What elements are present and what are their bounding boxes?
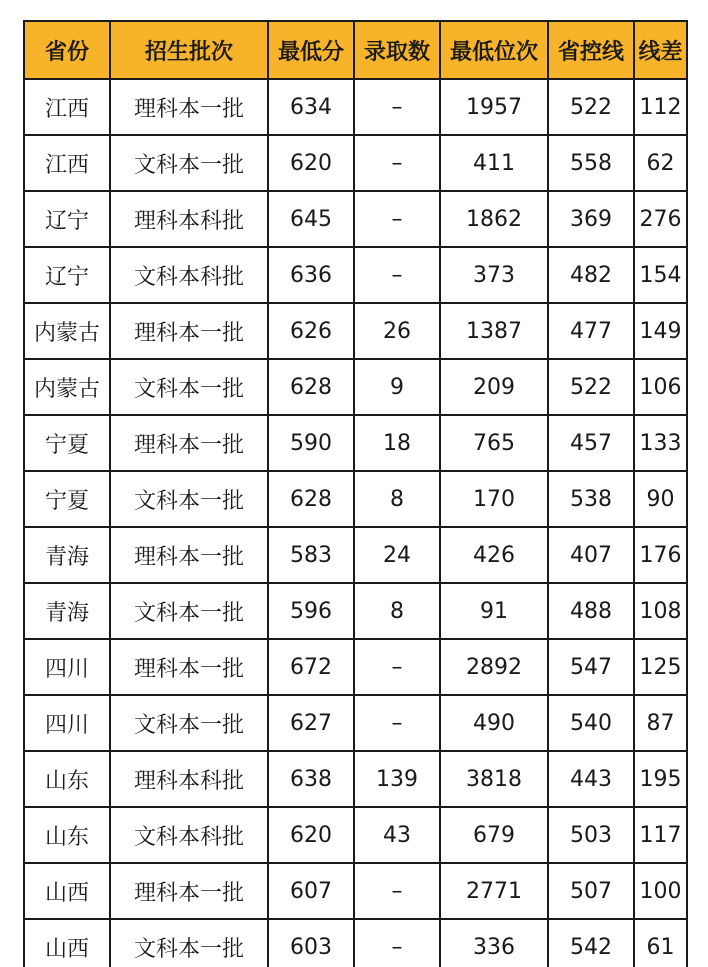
cell-batch: 理科本一批 — [110, 303, 268, 359]
cell-line-diff: 90 — [634, 471, 687, 527]
cell-control-line: 522 — [548, 79, 634, 135]
table-row — [24, 583, 687, 639]
cell-province: 宁夏 — [24, 471, 110, 527]
header-row — [24, 21, 687, 79]
header-line-diff: 线差 — [634, 21, 687, 79]
table-row — [24, 527, 687, 583]
cell-admitted-count: – — [354, 639, 440, 695]
cell-line-diff: 62 — [634, 135, 687, 191]
table-row — [24, 639, 687, 695]
cell-min-rank: 3818 — [440, 751, 548, 807]
cell-province: 内蒙古 — [24, 303, 110, 359]
cell-province: 内蒙古 — [24, 359, 110, 415]
scores-table — [23, 20, 688, 967]
header-admitted-count: 录取数 — [354, 21, 440, 79]
cell-control-line: 488 — [548, 583, 634, 639]
cell-line-diff: 106 — [634, 359, 687, 415]
cell-province: 青海 — [24, 527, 110, 583]
cell-min-score: 620 — [268, 135, 354, 191]
cell-control-line: 507 — [548, 863, 634, 919]
cell-line-diff: 125 — [634, 639, 687, 695]
cell-control-line: 558 — [548, 135, 634, 191]
cell-min-score: 672 — [268, 639, 354, 695]
cell-admitted-count: – — [354, 191, 440, 247]
cell-province: 江西 — [24, 79, 110, 135]
cell-min-rank: 426 — [440, 527, 548, 583]
cell-admitted-count: – — [354, 247, 440, 303]
cell-min-rank: 170 — [440, 471, 548, 527]
cell-line-diff: 100 — [634, 863, 687, 919]
cell-batch: 理科本科批 — [110, 191, 268, 247]
cell-control-line: 540 — [548, 695, 634, 751]
cell-min-rank: 490 — [440, 695, 548, 751]
table-row — [24, 135, 687, 191]
cell-min-rank: 336 — [440, 919, 548, 967]
cell-batch: 文科本科批 — [110, 807, 268, 863]
cell-line-diff: 112 — [634, 79, 687, 135]
cell-min-score: 627 — [268, 695, 354, 751]
cell-control-line: 477 — [548, 303, 634, 359]
cell-admitted-count: 24 — [354, 527, 440, 583]
cell-admitted-count: – — [354, 863, 440, 919]
table-row — [24, 807, 687, 863]
cell-admitted-count: 8 — [354, 471, 440, 527]
cell-min-rank: 411 — [440, 135, 548, 191]
header-min-rank: 最低位次 — [440, 21, 548, 79]
cell-province: 山西 — [24, 863, 110, 919]
cell-min-score: 590 — [268, 415, 354, 471]
cell-min-score: 583 — [268, 527, 354, 583]
cell-province: 辽宁 — [24, 191, 110, 247]
cell-min-score: 638 — [268, 751, 354, 807]
cell-province: 辽宁 — [24, 247, 110, 303]
cell-batch: 理科本一批 — [110, 79, 268, 135]
cell-province: 江西 — [24, 135, 110, 191]
table-row — [24, 863, 687, 919]
cell-min-rank: 209 — [440, 359, 548, 415]
table-row — [24, 415, 687, 471]
cell-control-line: 542 — [548, 919, 634, 967]
cell-min-rank: 373 — [440, 247, 548, 303]
cell-admitted-count: 8 — [354, 583, 440, 639]
header-batch: 招生批次 — [110, 21, 268, 79]
cell-min-score: 626 — [268, 303, 354, 359]
cell-line-diff: 108 — [634, 583, 687, 639]
cell-batch: 文科本一批 — [110, 919, 268, 967]
cell-control-line: 547 — [548, 639, 634, 695]
cell-min-score: 636 — [268, 247, 354, 303]
cell-batch: 理科本一批 — [110, 863, 268, 919]
table-row — [24, 191, 687, 247]
table-body — [24, 79, 687, 967]
admission-scores-table — [23, 20, 686, 967]
header-control-line: 省控线 — [548, 21, 634, 79]
cell-min-score: 628 — [268, 359, 354, 415]
cell-min-rank: 2771 — [440, 863, 548, 919]
cell-batch: 文科本一批 — [110, 471, 268, 527]
cell-admitted-count: 139 — [354, 751, 440, 807]
cell-batch: 理科本一批 — [110, 527, 268, 583]
cell-province: 山西 — [24, 919, 110, 967]
cell-line-diff: 61 — [634, 919, 687, 967]
table-row — [24, 247, 687, 303]
cell-batch: 文科本一批 — [110, 695, 268, 751]
cell-min-rank: 91 — [440, 583, 548, 639]
table-header — [24, 21, 687, 79]
cell-admitted-count: 9 — [354, 359, 440, 415]
cell-batch: 文科本一批 — [110, 135, 268, 191]
cell-batch: 理科本一批 — [110, 639, 268, 695]
cell-min-rank: 1862 — [440, 191, 548, 247]
cell-line-diff: 276 — [634, 191, 687, 247]
cell-admitted-count: – — [354, 79, 440, 135]
cell-min-score: 596 — [268, 583, 354, 639]
cell-control-line: 522 — [548, 359, 634, 415]
table-row — [24, 303, 687, 359]
cell-admitted-count: – — [354, 135, 440, 191]
cell-line-diff: 133 — [634, 415, 687, 471]
cell-batch: 理科本一批 — [110, 415, 268, 471]
cell-admitted-count: 26 — [354, 303, 440, 359]
cell-line-diff: 117 — [634, 807, 687, 863]
cell-min-rank: 2892 — [440, 639, 548, 695]
cell-batch: 文科本一批 — [110, 583, 268, 639]
cell-province: 四川 — [24, 695, 110, 751]
cell-min-score: 607 — [268, 863, 354, 919]
cell-control-line: 369 — [548, 191, 634, 247]
cell-admitted-count: – — [354, 919, 440, 967]
cell-province: 山东 — [24, 751, 110, 807]
cell-control-line: 482 — [548, 247, 634, 303]
cell-control-line: 503 — [548, 807, 634, 863]
cell-control-line: 538 — [548, 471, 634, 527]
cell-province: 青海 — [24, 583, 110, 639]
cell-admitted-count: 43 — [354, 807, 440, 863]
cell-min-rank: 679 — [440, 807, 548, 863]
cell-batch: 理科本科批 — [110, 751, 268, 807]
cell-admitted-count: 18 — [354, 415, 440, 471]
header-province: 省份 — [24, 21, 110, 79]
cell-control-line: 443 — [548, 751, 634, 807]
header-min-score: 最低分 — [268, 21, 354, 79]
cell-admitted-count: – — [354, 695, 440, 751]
table-row — [24, 919, 687, 967]
cell-line-diff: 149 — [634, 303, 687, 359]
cell-min-score: 645 — [268, 191, 354, 247]
cell-min-score: 628 — [268, 471, 354, 527]
cell-province: 宁夏 — [24, 415, 110, 471]
cell-control-line: 457 — [548, 415, 634, 471]
cell-line-diff: 176 — [634, 527, 687, 583]
cell-batch: 文科本科批 — [110, 247, 268, 303]
cell-province: 四川 — [24, 639, 110, 695]
cell-min-score: 603 — [268, 919, 354, 967]
table-row — [24, 695, 687, 751]
cell-line-diff: 154 — [634, 247, 687, 303]
cell-control-line: 407 — [548, 527, 634, 583]
cell-province: 山东 — [24, 807, 110, 863]
cell-line-diff: 195 — [634, 751, 687, 807]
table-row — [24, 471, 687, 527]
cell-line-diff: 87 — [634, 695, 687, 751]
table-row — [24, 79, 687, 135]
table-row — [24, 359, 687, 415]
cell-min-rank: 1387 — [440, 303, 548, 359]
cell-min-rank: 1957 — [440, 79, 548, 135]
cell-min-rank: 765 — [440, 415, 548, 471]
cell-batch: 文科本一批 — [110, 359, 268, 415]
cell-min-score: 620 — [268, 807, 354, 863]
table-row — [24, 751, 687, 807]
cell-min-score: 634 — [268, 79, 354, 135]
